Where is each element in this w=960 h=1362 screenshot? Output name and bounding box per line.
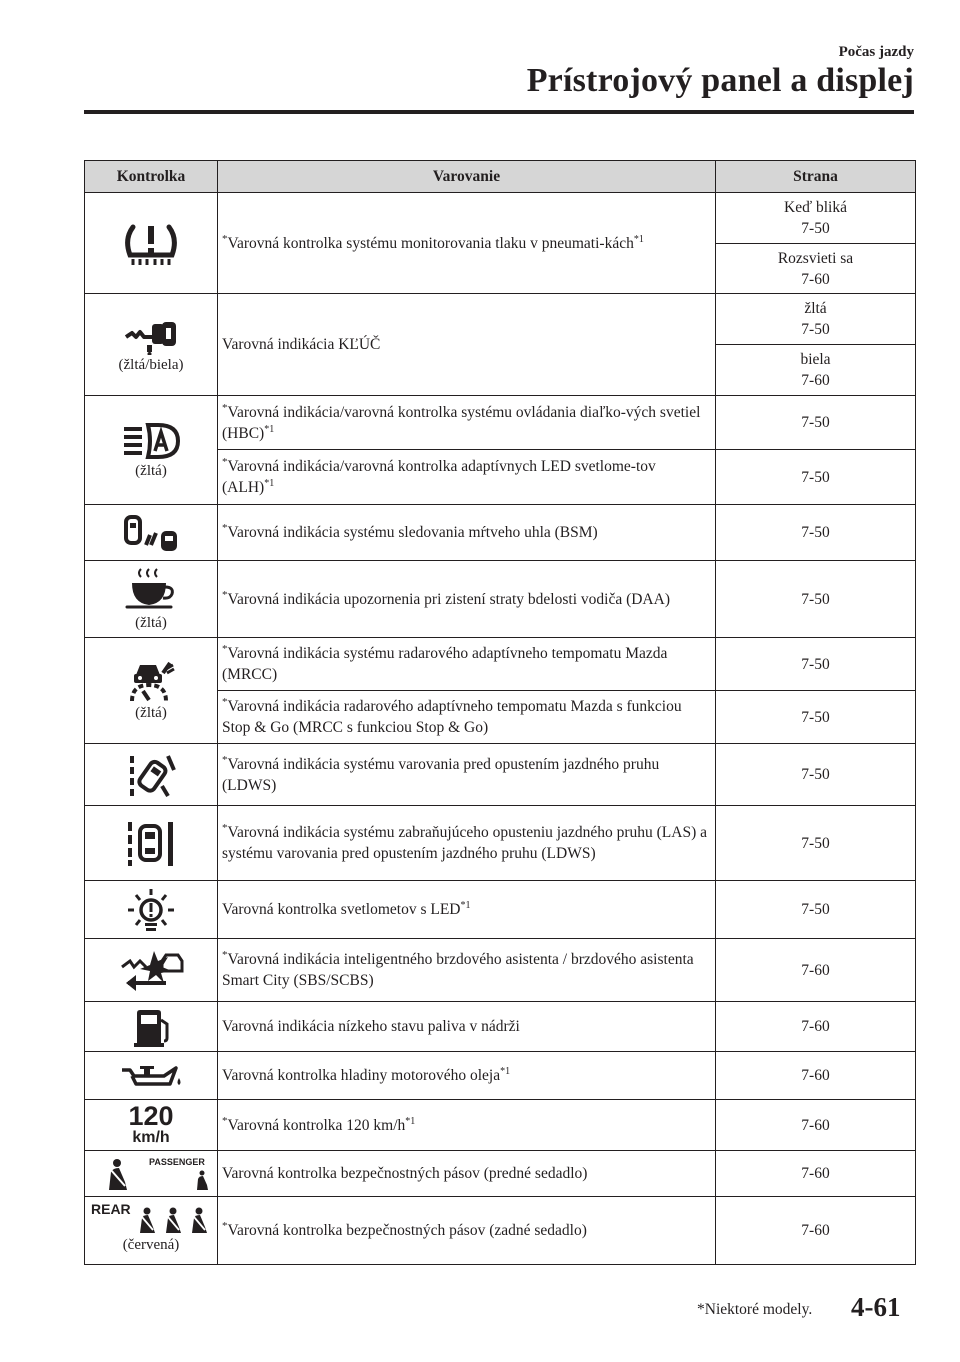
icon-color-label: (červená) — [122, 1237, 180, 1253]
fuel-pump-icon — [85, 1006, 217, 1048]
auto-headlight-icon — [85, 421, 217, 461]
row-page: Keď bliká 7-50 — [716, 193, 916, 244]
table-row — [85, 193, 916, 244]
icon-color-label: (žltá) — [135, 705, 167, 721]
icon-color-label: (žltá) — [135, 614, 167, 631]
row-page: Rozsvieti sa 7-60 — [716, 244, 916, 294]
row-page: 7-60 — [716, 1197, 916, 1265]
row-description: Varovná kontrolka svetlometov s LED$^{*1}$ — [218, 881, 716, 939]
speed-120-icon: 120 km/h — [128, 1101, 174, 1146]
page-title: Prístrojový panel a displej — [526, 62, 914, 99]
row-page: 7-50 — [716, 806, 916, 881]
table-row — [85, 638, 916, 691]
table-row — [85, 1052, 916, 1100]
lane-keep-icon — [85, 818, 217, 868]
row-description: *Varovná indikácia/varovná kontrolka systému ovládania diaľko-vých svetiel (HBC)$^{*1}$ — [218, 396, 716, 450]
warning-table — [84, 160, 916, 1265]
coffee-cup-icon — [85, 567, 217, 613]
table-row — [85, 561, 916, 638]
icon-color-label: (žltá/biela) — [118, 357, 184, 373]
smart-brake-icon — [85, 947, 217, 993]
column-header-kontrolka: Kontrolka — [85, 161, 218, 193]
row-description: Varovná kontrolka bezpečnostných pásov (predné sedadlo) — [218, 1151, 716, 1197]
table-row — [85, 396, 916, 450]
row-description: *Varovná indikácia inteligentného brzdového asistenta / brzdového asistenta Smart City (SBS/SCBS) — [218, 939, 716, 1002]
icon-color-label: (žltá) — [135, 462, 167, 479]
row-description: *Varovná kontrolka 120 $km/h^{*1}$ — [218, 1100, 716, 1151]
table-row — [85, 744, 916, 806]
row-description: Varovná indikácia KĽÚČ — [218, 294, 716, 396]
row-page: 7-50 — [716, 450, 916, 505]
column-header-varovanie: Varovanie — [218, 161, 716, 193]
rear-seatbelt-icon: REAR — [85, 1199, 217, 1235]
row-description: *Varovná indikácia systému zabraňujúceho opusteniu jazdného pruhu (LAS) a systému varovania pred opustením jazdného pruhu (LDWS) — [218, 806, 716, 881]
page-number: 4-61 — [851, 1292, 901, 1322]
table-row — [85, 1151, 916, 1197]
row-page: 7-50 — [716, 744, 916, 806]
row-description: *Varovná indikácia systému radarového adaptívneho tempomatu Mazda (MRCC) — [218, 638, 716, 691]
row-page: 7-60 — [716, 1002, 916, 1052]
column-header-strana: Strana — [716, 161, 916, 193]
row-page: 7-50 — [716, 691, 916, 744]
row-page: 7-60 — [716, 1151, 916, 1197]
row-description: *Varovná indikácia upozornenia pri zistení straty bdelosti vodiča (DAA) — [218, 561, 716, 638]
row-page: žltá 7-50 — [716, 294, 916, 345]
row-description: *Varovná indikácia radarového adaptívneho tempomatu Mazda s funkciou Stop & Go (MRCC s funkciou Stop & Go) — [218, 691, 716, 744]
row-description: Varovná indikácia nízkeho stavu paliva v nádrži — [218, 1002, 716, 1052]
row-page: 7-60 — [716, 1052, 916, 1100]
key-warning-icon — [85, 315, 217, 355]
tire-pressure-warning-icon — [85, 219, 217, 267]
row-page: biela 7-60 — [716, 345, 916, 396]
table-row — [85, 806, 916, 881]
row-description: *Varovná indikácia/varovná kontrolka adaptívnych LED svetlome-tov (ALH)$^{*1}$ — [218, 450, 716, 505]
table-row — [85, 505, 916, 561]
row-description: *Varovná indikácia systému sledovania mŕtveho uhla (BSM) — [218, 505, 716, 561]
table-header-row — [85, 161, 916, 193]
section-title: Počas jazdy — [838, 44, 914, 60]
table-row — [85, 294, 916, 345]
row-description: *Varovná indikácia systému varovania pred opustením jazdného pruhu (LDWS) — [218, 744, 716, 806]
row-page: 7-50 — [716, 638, 916, 691]
table-row — [85, 1002, 916, 1052]
row-page: 7-60 — [716, 1100, 916, 1151]
row-page: 7-60 — [716, 939, 916, 1002]
oil-can-icon — [85, 1058, 217, 1094]
front-seatbelt-icon: PASSENGER — [85, 1154, 217, 1194]
table-row — [85, 881, 916, 939]
table-row — [85, 1100, 916, 1151]
row-page: 7-50 — [716, 561, 916, 638]
footnote: *Niektoré modely. — [697, 1301, 813, 1318]
table-row — [85, 939, 916, 1002]
row-description: *Varovná kontrolka bezpečnostných pásov (zadné sedadlo) — [218, 1197, 716, 1265]
lane-departure-icon — [85, 752, 217, 798]
table-row — [85, 1197, 916, 1265]
radar-cruise-icon — [85, 659, 217, 703]
header-rule — [84, 110, 914, 114]
blind-spot-icon — [85, 513, 217, 553]
row-page: 7-50 — [716, 881, 916, 939]
row-page: 7-50 — [716, 505, 916, 561]
row-description: Varovná kontrolka hladiny motorového oleja$^{*1}$ — [218, 1052, 716, 1100]
row-description: *Varovná kontrolka systému monitorovania tlaku v pneumati-kách$^{*1}$ — [218, 193, 716, 294]
led-headlight-warning-icon — [85, 887, 217, 933]
row-page: 7-50 — [716, 396, 916, 450]
